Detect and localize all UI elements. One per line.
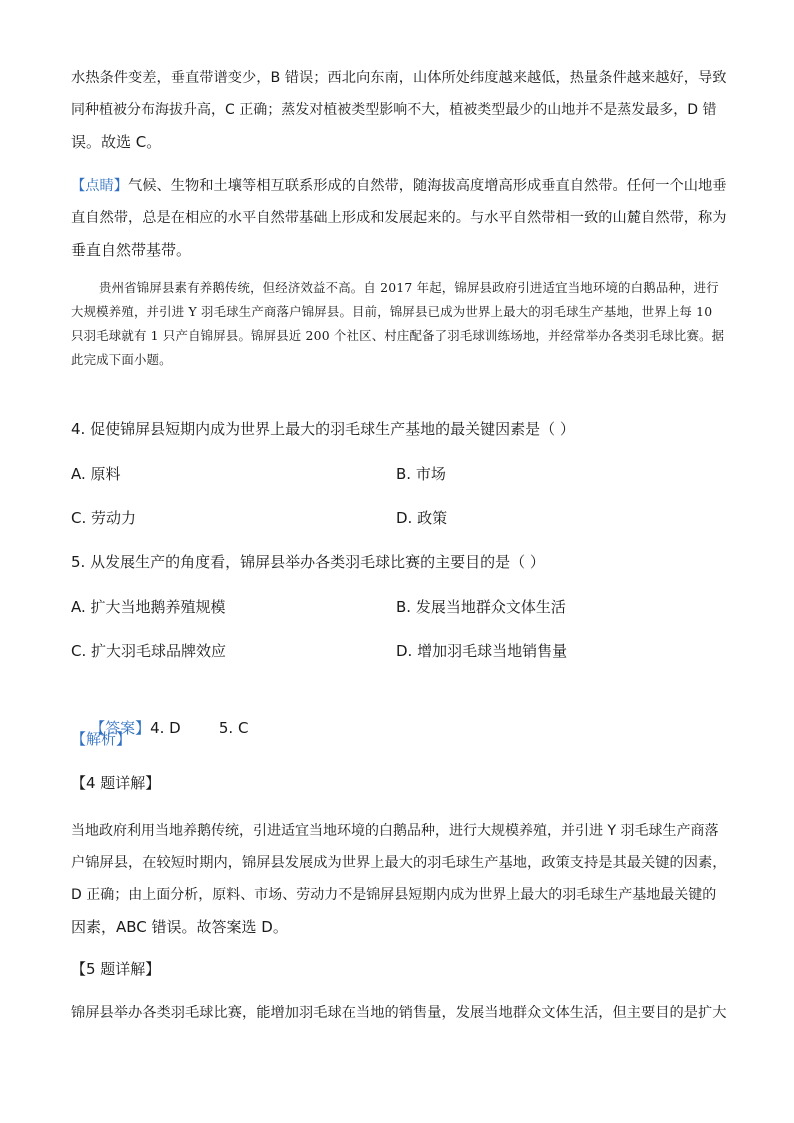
q5-option-a: A. 扩大当地鹅养殖规模 bbox=[71, 598, 226, 616]
answer-text: 4. D 5. C bbox=[150, 719, 249, 737]
q4-option-c: C. 劳动力 bbox=[71, 509, 137, 527]
q4-option-a: A. 原料 bbox=[71, 465, 121, 483]
explanation-line: 同种植被分布海拔升高，C 正确；蒸发对植被类型影响不大，植被类型最少的山地并不是蒸发最多，D 错 bbox=[71, 102, 717, 118]
tip-line bbox=[71, 170, 727, 203]
q5-option-d: D. 增加羽毛球当地销售量 bbox=[396, 642, 568, 660]
q5-option-c: C. 扩大羽毛球品牌效应 bbox=[71, 642, 227, 660]
tip-label: 【点睛】 bbox=[71, 178, 129, 194]
question-5-stem: 5. 从发展生产的角度看，锦屏县举办各类羽毛球比赛的主要目的是（ ） bbox=[71, 553, 545, 571]
q4-option-b: B. 市场 bbox=[396, 465, 446, 483]
detail-4-line: 当地政府利用当地养鹅传统，引进适宜当地环境的白鹅品种，进行大规模养殖，并引进 Y 羽毛球生产商落 bbox=[71, 823, 719, 839]
explanation-line: 误。故选 C。 bbox=[71, 133, 162, 151]
question-4-stem: 4. 促使锦屏县短期内成为世界上最大的羽毛球生产基地的最关键因素是（ ） bbox=[71, 420, 575, 438]
detail-4-line: D 正确；由上面分析，原料、市场、劳动力不是锦屏县短期内成为世界上最大的羽毛球生产基地最关键的 bbox=[71, 887, 717, 903]
tip-line: 垂直自然带基带。 bbox=[71, 241, 192, 259]
q4-option-d: D. 政策 bbox=[396, 509, 448, 527]
q5-option-b: B. 发展当地群众文体生活 bbox=[396, 598, 566, 616]
detail-5-line: 锦屏县举办各类羽毛球比赛，能增加羽毛球在当地的销售量，发展当地群众文体生活，但主要目的是扩大 bbox=[71, 1005, 727, 1021]
reading-passage: 贵州省锦屏县素有养鹅传统，但经济效益不高。自 2017 年起，锦屏县政府引进适宜当地环境的白鹅品种，进行大规模养殖，并引进 Y 羽毛球生产商落户锦屏县。目前，锦屏县已成为世界上最大的羽毛球生产基地，世界上每 10 只羽毛球就有 1 只产自锦屏县。锦屏县近 200 个社区、村庄配备了羽毛球训练场地，并经常举办各类羽毛球比赛。据此完成下面小题。 bbox=[71, 280, 725, 367]
answer-label: 【答案】 bbox=[90, 719, 151, 737]
detail-5-heading: 【5 题详解】 bbox=[71, 960, 161, 978]
tip-text: 气候、生物和土壤等相互联系形成的自然带，随海拔高度增高形成垂直自然带。任何一个山地垂 bbox=[128, 178, 727, 194]
detail-4-heading: 【4 题详解】 bbox=[71, 774, 161, 792]
explanation-line: 水热条件变差，垂直带谱变少，B 错误；西北向东南，山体所处纬度越来越低，热量条件越来越好，导致 bbox=[71, 70, 727, 86]
analysis-label: 【解析】 bbox=[71, 730, 132, 748]
detail-4-line: 户锦屏县，在较短时期内，锦屏县发展成为世界上最大的羽毛球生产基地，政策支持是其最关键的因素， bbox=[71, 855, 727, 871]
detail-4-line: 因素，ABC 错误。故答案选 D。 bbox=[71, 918, 288, 936]
tip-line: 直自然带，总是在相应的水平自然带基础上形成和发展起来的。与水平自然带相一致的山麓自然带，称为 bbox=[71, 210, 727, 226]
